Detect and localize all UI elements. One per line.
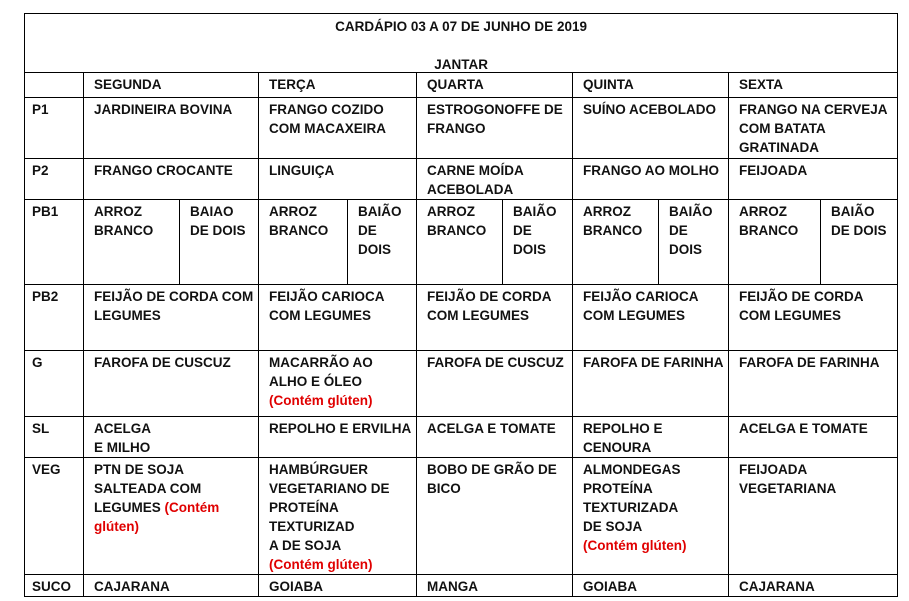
row-label: VEG [25,458,84,575]
menu-cell: FEIJÃO CARIOCA COM LEGUMES [259,285,417,351]
menu-item-text-line2: DE SOJA [583,519,643,534]
menu-cell: FAROFA DE FARINHA [729,351,898,417]
menu-cell: BAIÃO DE DOIS [659,200,729,285]
menu-cell: ESTROGONOFFE DE FRANGO [417,98,573,159]
menu-cell: CAJARANA [729,575,898,597]
gluten-note: (Contém glúten) [583,538,687,553]
menu-cell: SUÍNO ACEBOLADO [573,98,729,159]
menu-cell: BOBO DE GRÃO DE BICO [417,458,573,575]
menu-cell: CARNE MOÍDA ACEBOLADA [417,159,573,200]
menu-cell: ARROZ BRANCO [417,200,503,285]
menu-cell: REPOLHO E ERVILHA [259,417,417,458]
menu-cell: JARDINEIRA BOVINA [84,98,259,159]
day-header-sexta: SEXTA [729,73,898,98]
menu-cell: ARROZ BRANCO [729,200,821,285]
gluten-note: (Contém glúten) [269,557,373,572]
menu-cell [84,417,259,458]
menu-cell: FRANGO CROCANTE [84,159,259,200]
menu-cell: BAIAO DE DOIS [180,200,259,285]
gluten-note: (Contém glúten) [269,393,373,408]
menu-cell: GOIABA [259,575,417,597]
menu-item-text: ACELGA [94,421,151,436]
row-g [25,351,898,417]
row-label: PB2 [25,285,84,351]
row-suco [25,575,898,597]
row-veg [25,458,898,575]
menu-cell: FEIJÃO DE CORDA COM LEGUMES [729,285,898,351]
menu-subtitle: JANTAR [434,57,488,72]
menu-cell: FEIJOADA [729,159,898,200]
menu-table [24,13,898,597]
menu-cell [259,351,417,417]
row-label: P2 [25,159,84,200]
menu-cell: LINGUIÇA [259,159,417,200]
menu-cell: ARROZ BRANCO [573,200,659,285]
menu-cell: FEIJÃO CARIOCA COM LEGUMES [573,285,729,351]
corner-cell [25,73,84,98]
menu-cell [573,458,729,575]
menu-cell: ARROZ BRANCO [84,200,180,285]
day-header-terca: TERÇA [259,73,417,98]
menu-cell: FEIJÃO DE CORDA COM LEGUMES [84,285,259,351]
gluten-note: (Contém glúten) [94,500,220,534]
menu-cell [259,458,417,575]
row-label: P1 [25,98,84,159]
menu-cell: REPOLHO E CENOURA [573,417,729,458]
day-header-quarta: QUARTA [417,73,573,98]
menu-cell: GOIABA [573,575,729,597]
menu-cell [84,458,259,575]
menu-title: CARDÁPIO 03 A 07 DE JUNHO DE 2019 [335,19,587,34]
menu-cell: ACELGA E TOMATE [729,417,898,458]
day-header-segunda: SEGUNDA [84,73,259,98]
menu-item-text: ALMONDEGAS PROTEÍNA TEXTURIZADA [583,462,681,515]
menu-cell: FAROFA DE FARINHA [573,351,729,417]
menu-cell: FAROFA DE CUSCUZ [84,351,259,417]
menu-cell: FEIJOADA VEGETARIANA [729,458,898,575]
row-sl [25,417,898,458]
row-label: SUCO [25,575,84,597]
menu-cell: FRANGO NA CERVEJA COM BATATA GRATINADA [729,98,898,159]
menu-cell: FRANGO AO MOLHO [573,159,729,200]
menu-cell: BAIÃO DE DOIS [348,200,417,285]
menu-cell: FRANGO COZIDO COM MACAXEIRA [259,98,417,159]
row-p1 [25,98,898,159]
menu-cell: ACELGA E TOMATE [417,417,573,458]
row-p2 [25,159,898,200]
menu-cell: MANGA [417,575,573,597]
menu-document [24,13,897,597]
menu-cell: BAIÃO DE DOIS [821,200,898,285]
menu-cell: CAJARANA [84,575,259,597]
menu-cell: ARROZ BRANCO [259,200,348,285]
menu-cell: FEIJÃO DE CORDA COM LEGUMES [417,285,573,351]
title-cell [25,14,898,73]
row-pb2 [25,285,898,351]
menu-item-text-line2: E MILHO [94,440,151,455]
day-header-quinta: QUINTA [573,73,729,98]
row-label: G [25,351,84,417]
row-pb1 [25,200,898,285]
days-header-row [25,73,898,98]
menu-cell: BAIÃO DE DOIS [503,200,573,285]
row-label: SL [25,417,84,458]
menu-item-text: MACARRÃO AO ALHO E ÓLEO [269,355,373,389]
menu-item-text: PTN DE SOJA SALTEADA COM LEGUMES [94,462,202,515]
menu-item-text: HAMBÚRGUER VEGETARIANO DE PROTEÍNA TEXTURIZAD [269,462,390,534]
row-label: PB1 [25,200,84,285]
menu-item-text-line2: A DE SOJA [269,538,342,553]
menu-cell: FAROFA DE CUSCUZ [417,351,573,417]
